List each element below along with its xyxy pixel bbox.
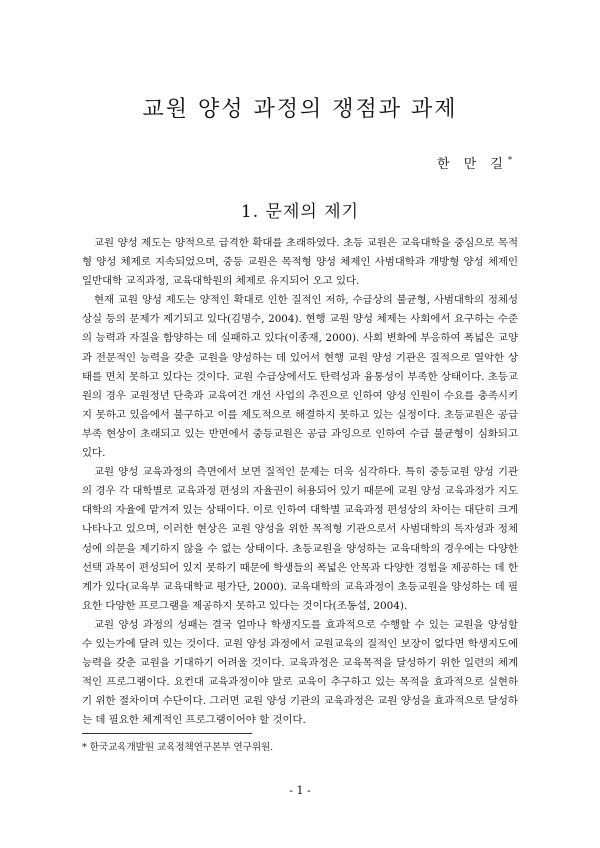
section-heading: 1. 문제의 제기	[240, 202, 360, 222]
footnote: * 한국교육개발원 교육정책연구본부 연구위원.	[82, 742, 274, 753]
author-footnote-mark: *	[508, 155, 512, 165]
footnote-divider	[82, 733, 252, 734]
author-line	[437, 153, 512, 172]
page-number: - 1 -	[289, 784, 311, 797]
paragraph: 교원 양성 교육과정의 측면에서 보면 질적인 문제는 더욱 심각하다. 특히 중등교원 양성 기관의 경우 각 대학별로 교육과정 편성의 자율권이 허용되어 있기 때문에 교원 양성 교육과정가 지도 대학의 자율에 맡겨져 있는 상태이다. 이로 인하여 대학별 교육과정 편성상의 차이는 대단히 크게 나타나고 있으며, 이러한 현상은 교원 양성을 위한 목적형 기관으로서 사범대학의 독자성과 정체성에 의문을 제기하지 않을 수 없는 상태이다. 초등교원을 양성하는 교육대학의 경우에는 다양한 선택 과목이 편성되어 있지 못하기 때문에 학생들의 폭넓은 안목과 다양한 경험을 제공하는 데 한계가 있다(교육부 교육대학교 평가단, 2000). 교육대학의 교육과정이 초등교원을 양성하는 데 필요한 다양한 프로그램을 제공하지 못하고 있다는 것이다(조동섭, 2004).	[82, 466, 518, 612]
paper-title: 교원 양성 과정의 쟁점과 과제	[142, 97, 458, 122]
body-text	[82, 234, 518, 730]
paragraph: 교원 양성 제도는 양적으로 급격한 확대를 초래하였다. 초등 교원은 교육대학을 중심으로 목적형 양성 체제로 지속되었으며, 중등 교원은 목적형 양성 체제인 사범대학과 개방형 양성 체제인 일반대학 교직과정, 교육대학원의 체제로 유지되어 오고 있다.	[82, 237, 518, 288]
paragraph: 현재 교원 양성 제도는 양적인 확대로 인한 질적인 저하, 수급상의 불균형, 사범대학의 정체성 상실 등의 문제가 제기되고 있다(김명수, 2004). 현행 교원 양성 체제는 사회에서 요구하는 수준의 능력과 자질을 함양하는 데 실패하고 있다(이종재, 2000). 사회 변화에 부응하여 폭넓은 교양과 전문적인 능력을 갖춘 교원을 양성하는 데 있어서 현행 교원 양성 기관은 질적으로 열악한 상태를 면치 못하고 있다는 것이다. 교원 수급상에서도 탄력성과 융통성이 부족한 상태이다. 초등교원의 경우 교원정년 단축과 교육여건 개선 사업의 추진으로 인하여 양성 인원이 수요를 충족시키지 못하고 있음에서 불구하고 이를 제도적으로 해결하지 못하고 있는 실정이다. 초등교원은 공급 부족 현상이 초래되고 있는 반면에서 중등교원은 공급 과잉으로 인하여 수급 불균형이 심화되고 있다.	[82, 294, 518, 460]
author-name: 한 만 길	[437, 157, 508, 172]
paragraph: 교원 양성 과정의 성패는 결국 얼마나 학생지도를 효과적으로 수행할 수 있는 교원을 양성할 수 있는가에 달려 있는 것이다. 교원 양성 과정에서 교원교육의 질적인 보장이 없다면 학생지도에 능력을 갖춘 교원을 기대하기 어려울 것이다. 교육과정은 교육목적을 달성하기 위한 일련의 체계적인 프로그램이다. 요컨대 교육과정이야 말로 교육이 추구하고 있는 목적을 효과적으로 실현하기 위한 절차이며 수단이다. 그러면 교원 양성 기관의 교육과정은 교원 양성을 효과적으로 달성하는 데 필요한 체계적인 프로그램이어야 할 것이다.	[82, 618, 518, 727]
